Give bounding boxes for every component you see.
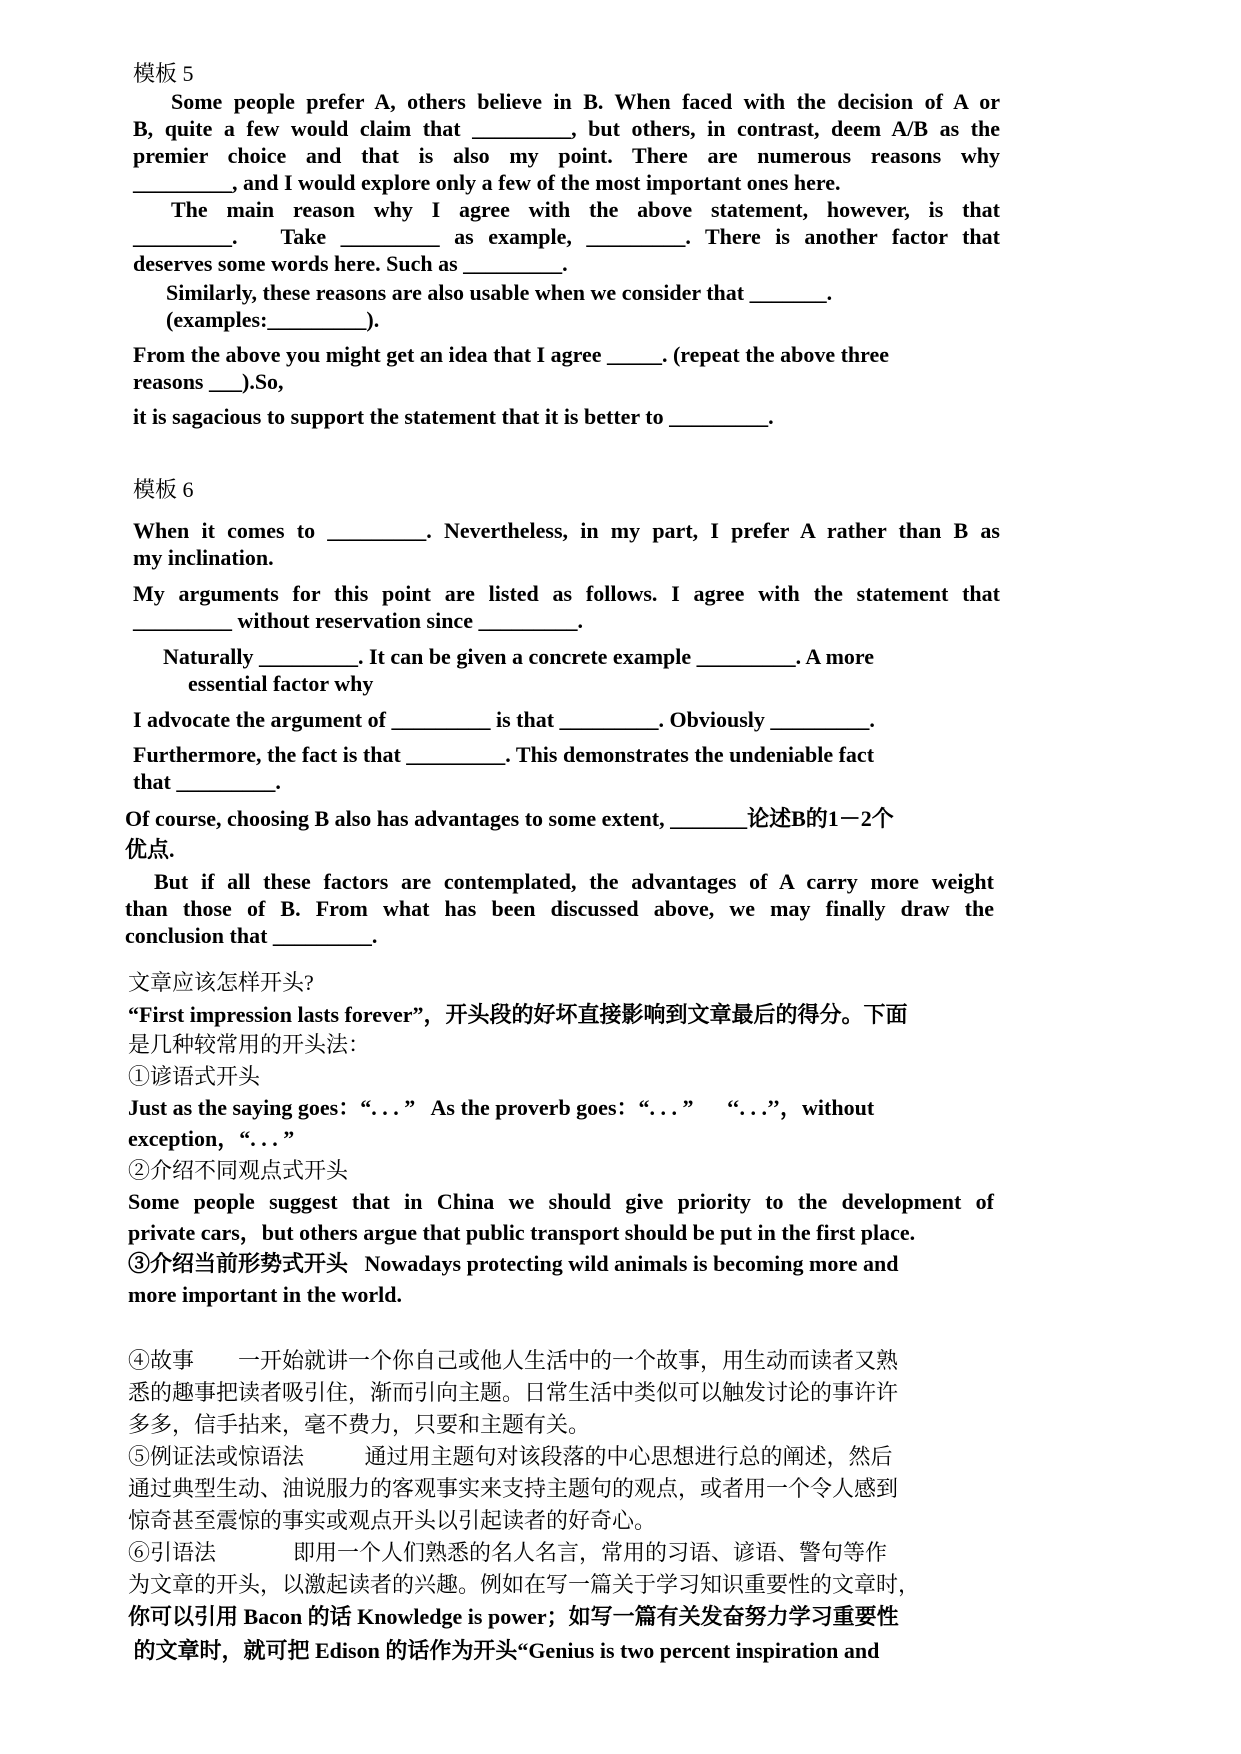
template5-line: premier choice and that is also my point. There are numerous reasons why [133, 143, 1000, 168]
template6-line: _________ without reservation since _________. [133, 608, 583, 633]
method-text: ④故事 一开始就讲一个你自己或他人生活中的一个故事，用生动而读者又熟 [128, 1348, 899, 1373]
template6-line: My arguments for this point are listed as follows. I agree with the statement that [133, 581, 1000, 606]
method-text: more important in the world. [128, 1282, 402, 1307]
method-text: ③介绍当前形势式开头 Nowadays protecting wild animals is becoming more and [128, 1251, 899, 1276]
template5-line: reasons ___).So, [133, 369, 284, 394]
template6-heading: 模板 6 [133, 477, 194, 502]
method-text: Just as the saying goes：“. . . ” As the proverb goes：“. . . ” ‘‘. . .’’，without [128, 1095, 875, 1120]
method-text: 的文章时，就可把 Edison 的话作为开头“Genius is two percent inspiration and [128, 1638, 880, 1663]
template5-heading: 模板 5 [133, 61, 194, 86]
method-title-proverb: ①谚语式开头 [128, 1064, 261, 1089]
template5-line: B, quite a few would claim that _________, but others, in contrast, deem A/B as the [133, 116, 1000, 141]
template6-line: Naturally _________. It can be given a concrete example _________. A more [163, 644, 875, 669]
openings-intro: “First impression lasts forever”，开头段的好坏直接影响到文章最后的得分。下面 [128, 1002, 908, 1027]
template5-line: deserves some words here. Such as _________. [133, 251, 568, 276]
method-text: ⑥引语法 即用一个人们熟悉的名人名言，常用的习语、谚语、警句等作 [128, 1540, 888, 1565]
template5-line: Similarly, these reasons are also usable when we consider that _______. [166, 280, 833, 305]
template6-line: that _________. [133, 769, 281, 794]
method-text: ⑤例证法或惊语法 通过用主题句对该段落的中心思想进行总的阐述，然后 [128, 1444, 893, 1469]
template5-line: Some people prefer A, others believe in B. When faced with the decision of A or [171, 89, 1000, 114]
template6-line: 优点. [125, 837, 175, 862]
method-text: 多多，信手拈来，毫不费力，只要和主题有关。 [128, 1412, 591, 1437]
template6-line: Of course, choosing B also has advantages to some extent, _______论述B的1－2个 [125, 806, 894, 831]
template5-line: From the above you might get an idea that I agree _____. (repeat the above three [133, 342, 890, 367]
template6-line: my inclination. [133, 545, 274, 570]
method-text: 惊奇甚至震惊的事实或观点开头以引起读者的好奇心。 [128, 1508, 657, 1533]
method-text: 你可以引用 Bacon 的话 Knowledge is power；如写一篇有关发奋努力学习重要性 [128, 1604, 899, 1629]
template6-line: conclusion that _________. [125, 923, 378, 948]
template5-line: it is sagacious to support the statement that it is better to _________. [133, 404, 774, 429]
template6-line: I advocate the argument of _________ is that _________. Obviously _________. [133, 707, 875, 732]
method-text: 通过典型生动、油说服力的客观事实来支持主题句的观点，或者用一个令人感到 [128, 1476, 899, 1501]
template6-line: But if all these factors are contemplated, the advantages of A carry more weight [154, 869, 994, 894]
template5-line: _________. Take _________ as example, _________. There is another factor that [133, 224, 1000, 249]
openings-intro: 是几种较常用的开头法： [128, 1032, 371, 1057]
template5-line: _________, and I would explore only a few of the most important ones here. [133, 170, 841, 195]
method-text: exception，“. . . ” [128, 1126, 295, 1151]
openings-heading: 文章应该怎样开头? [128, 970, 314, 995]
method-text: 为文章的开头，以激起读者的兴趣。例如在写一篇关于学习知识重要性的文章时， [128, 1572, 921, 1597]
template5-line: (examples:_________). [166, 307, 380, 332]
method-title-views: ②介绍不同观点式开头 [128, 1158, 349, 1183]
template6-line: essential factor why [188, 671, 374, 696]
template6-line: Furthermore, the fact is that _________. This demonstrates the undeniable fact [133, 742, 875, 767]
method-text: 悉的趣事把读者吸引住，渐而引向主题。日常生活中类似可以触发讨论的事许许 [128, 1380, 899, 1405]
method-text: private cars，but others argue that public transport should be put in the first place. [128, 1220, 916, 1245]
method-text: Some people suggest that in China we should give priority to the development of [128, 1189, 994, 1214]
template6-line: When it comes to _________. Nevertheless, in my part, I prefer A rather than B as [133, 518, 1000, 543]
template5-line: The main reason why I agree with the above statement, however, is that [171, 197, 1000, 222]
template6-line: than those of B. From what has been discussed above, we may finally draw the [125, 896, 994, 921]
